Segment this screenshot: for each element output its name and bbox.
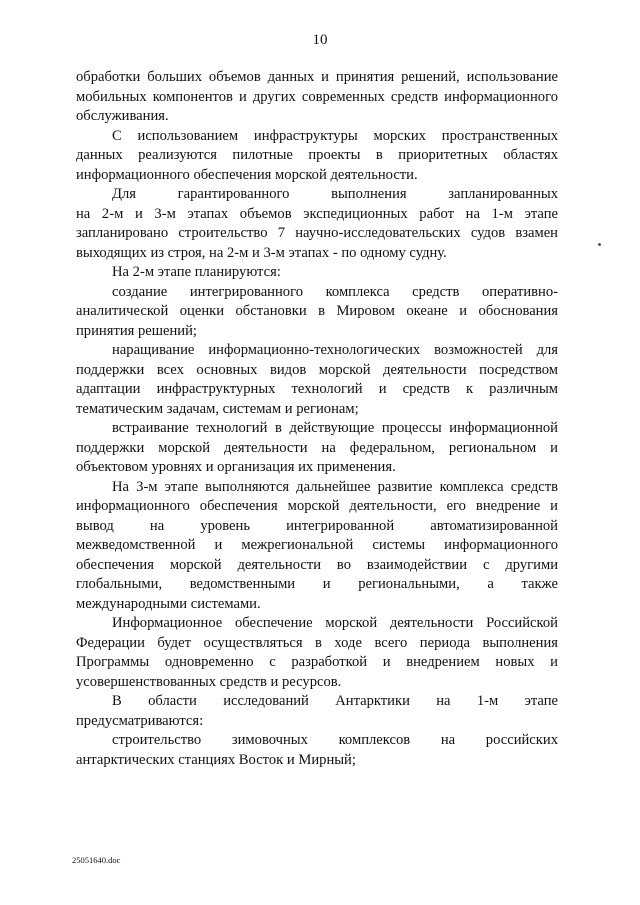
page-number: 10 [312,32,328,48]
text-line: аналитической оценки обстановки в Мировом океане и обоснования [76,303,558,319]
text-line: строительство зимовочных комплексов на российских [112,732,558,748]
text-line: данных реализуются пилотные проекты в приоритетных областях [76,147,558,163]
text-line: Для гарантированного выполнения запланированных [112,186,558,202]
margin-dot [598,243,601,246]
text-line: В области исследований Антарктики на 1-м этапе [112,693,558,709]
text-line: Федерации будет осуществляться в ходе всего периода выполнения [76,634,558,651]
text-line: выходящих из строя, на 2-м и 3-м этапах - по одному судну. [76,244,447,261]
text-line: объектовом уровнях и организация их применения. [76,459,396,475]
text-line: мобильных компонентов и других современных средств информационного [76,88,558,105]
text-line: международными системами. [76,595,261,612]
text-line: усовершенствованных средств и ресурсов. [76,673,342,690]
text-line: Информационное обеспечение морской деятельности Российской [112,615,558,631]
text-line: обслуживания. [76,108,169,124]
text-line: поддержки всех основных видов морской деятельности посредством [76,361,558,378]
text-line: глобальными, ведомственными и региональными, а также [76,576,558,592]
text-line: вывод на уровень интегрированной автоматизированной [76,517,558,534]
text-line: запланировано строительство 7 научно-исследовательских судов взамен [76,225,558,241]
text-line: встраивание технологий в действующие процессы информационной [112,420,558,436]
text-line: С использованием инфраструктуры морских пространственных [112,127,558,144]
text-line: На 3-м этапе выполняются дальнейшее развитие комплекса средств [112,478,558,495]
text-line: предусматриваются: [76,712,204,729]
text-line: На 2-м этапе планируются: [112,264,281,280]
text-line: принятия решений; [76,322,197,339]
document-body [76,68,558,770]
text-line: создание интегрированного комплекса средств оперативно- [112,283,558,300]
text-line: обеспечения морской деятельности во взаимодействии с другими [76,556,558,573]
text-line: Программы одновременно с разработкой и внедрением новых и [76,654,558,670]
text-line: информационного обеспечения морской деятельности, его внедрение и [76,498,558,514]
text-line: на 2-м и 3-м этапах объемов экспедиционных работ на 1-м этапе [76,205,558,222]
text-line: поддержки морской деятельности на федеральном, региональном и [76,439,558,456]
text-line: межведомственной и межрегиональной системы информационного [76,537,558,553]
text-line: наращивание информационно-технологических возможностей для [112,342,558,358]
text-line: антарктических станциях Восток и Мирный; [76,751,356,768]
footer-filename: 25051640.doc [72,855,121,865]
text-line: информационного обеспечения морской деятельности. [76,166,418,183]
text-line: тематическим задачам, системам и регионам; [76,400,359,417]
text-line: адаптации инфраструктурных технологий и средств к различным [76,381,558,397]
text-line: обработки больших объемов данных и принятия решений, использование [76,69,558,85]
